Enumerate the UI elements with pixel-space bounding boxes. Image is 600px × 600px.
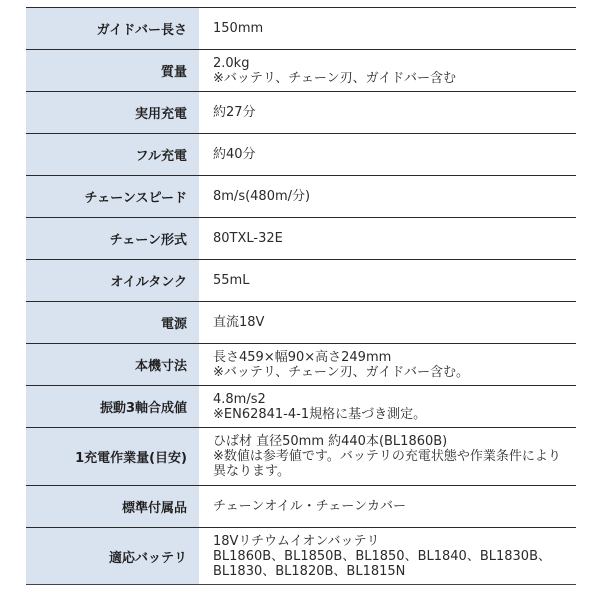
spec-label: ガイドバー長さ xyxy=(26,8,199,50)
spec-row xyxy=(26,8,576,50)
spec-row xyxy=(26,386,576,428)
spec-row xyxy=(26,260,576,302)
spec-label: 標準付属品 xyxy=(26,486,199,528)
spec-value-line: 異なります。 xyxy=(213,464,290,479)
spec-row xyxy=(26,134,576,176)
spec-value-line: ※数値は参考値です。バッテリの充電状態や作業条件により xyxy=(213,449,561,464)
spec-value xyxy=(199,486,576,528)
spec-label: 1充電作業量(目安) xyxy=(26,428,199,486)
spec-value-line: ひば材 直径50mm 約440本(BL1860B) xyxy=(213,434,448,449)
spec-row xyxy=(26,428,576,486)
spec-label: 実用充電 xyxy=(26,92,199,134)
spec-label: フル充電 xyxy=(26,134,199,176)
spec-row xyxy=(26,528,576,585)
spec-value xyxy=(199,260,576,302)
spec-value xyxy=(199,386,576,428)
spec-label: 適応バッテリ xyxy=(26,528,199,585)
spec-row xyxy=(26,344,576,386)
spec-table xyxy=(26,7,576,585)
spec-value-line: BL1860B、BL1850B、BL1850、BL1840、BL1830B、 xyxy=(213,548,551,564)
spec-value-line: 150mm xyxy=(213,21,264,36)
spec-value xyxy=(199,302,576,344)
spec-label: 質量 xyxy=(26,50,199,92)
spec-label: 振動3軸合成値 xyxy=(26,386,199,428)
spec-row xyxy=(26,218,576,260)
spec-value-line: ※バッテリ、チェーン刃、ガイドバー含む xyxy=(213,70,456,86)
spec-label: 電源 xyxy=(26,302,199,344)
spec-row xyxy=(26,302,576,344)
spec-value-line: 約40分 xyxy=(213,147,256,162)
spec-row xyxy=(26,50,576,92)
spec-label: チェーン形式 xyxy=(26,218,199,260)
spec-label: オイルタンク xyxy=(26,260,199,302)
spec-label: 本機寸法 xyxy=(26,344,199,386)
spec-value-line: 55mL xyxy=(213,273,250,288)
spec-value-line: 80TXL-32E xyxy=(213,231,283,246)
spec-value-line: ※バッテリ、チェーン刃、ガイドバー含む。 xyxy=(213,364,469,380)
spec-value xyxy=(199,8,576,50)
spec-value xyxy=(199,528,576,585)
spec-value-line: 8m/s(480m/分) xyxy=(213,189,311,204)
spec-value-line: 2.0kg xyxy=(213,55,250,71)
spec-value xyxy=(199,92,576,134)
spec-value-line: 約27分 xyxy=(213,105,256,120)
spec-value-line: ※EN62841-4-1規格に基づき測定。 xyxy=(213,406,427,422)
spec-value xyxy=(199,134,576,176)
spec-value-line: 直流18V xyxy=(213,315,265,330)
spec-row xyxy=(26,486,576,528)
spec-value-line: チェーンオイル・チェーンカバー xyxy=(213,499,407,514)
spec-value xyxy=(199,428,576,486)
spec-value-line: BL1830、BL1820B、BL1815N xyxy=(213,563,406,579)
spec-label: チェーンスピード xyxy=(26,176,199,218)
spec-value xyxy=(199,50,576,92)
spec-value-line: 4.8m/s2 xyxy=(213,391,266,407)
spec-value xyxy=(199,218,576,260)
spec-row xyxy=(26,176,576,218)
spec-value-line: 18Vリチウムイオンバッテリ xyxy=(213,533,380,549)
spec-value-line: 長さ459×幅90×高さ249mm xyxy=(213,349,392,365)
spec-value xyxy=(199,344,576,386)
spec-value xyxy=(199,176,576,218)
spec-row xyxy=(26,92,576,134)
